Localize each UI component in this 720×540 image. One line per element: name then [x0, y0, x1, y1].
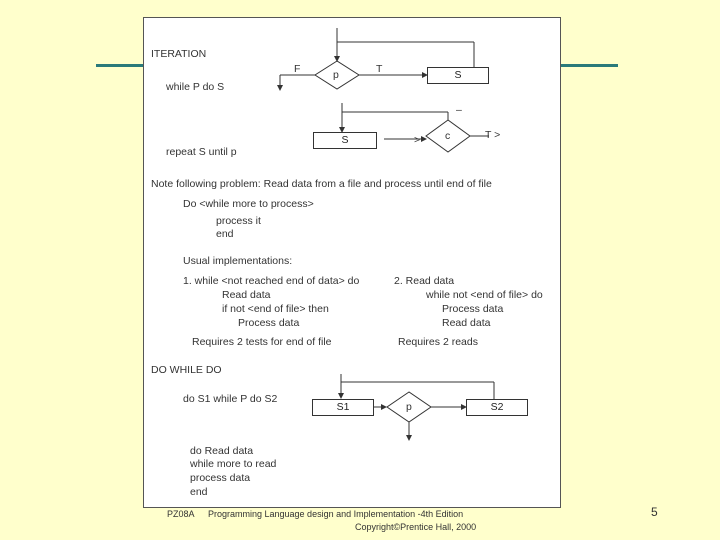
impl1-line-1: 1. while <not reached end of data> do	[183, 275, 360, 287]
impl2-line-4: Read data	[442, 317, 491, 329]
footer-title: Programming Language design and Implementation -4th Edition	[208, 509, 464, 519]
repeat-syntax: repeat S until p	[166, 146, 237, 158]
do-line-3: end	[216, 228, 234, 240]
title-rule-left	[96, 64, 144, 67]
usual-impl: Usual implementations:	[183, 255, 293, 267]
while-syntax: while P do S	[166, 81, 225, 93]
do-line-2: process it	[216, 215, 261, 227]
problem-note: Note following problem: Read data from a file and process until end of file	[151, 178, 492, 190]
impl1-line-2: Read data	[222, 289, 271, 301]
impl1-line-5: Requires 2 tests for end of file	[192, 336, 332, 348]
do-while-heading: DO WHILE DO	[151, 364, 222, 376]
do-while-syntax: do S1 while P do S2	[183, 393, 278, 405]
impl2-line-1: 2. Read data	[394, 275, 455, 287]
do-while-s1-box: S1	[312, 399, 374, 416]
example-line-4: end	[190, 486, 208, 498]
while-body-box: S	[427, 67, 489, 84]
page-number: 5	[651, 505, 658, 519]
figure-panel	[143, 17, 561, 508]
impl1-line-4: Process data	[238, 317, 300, 329]
impl2-line-2: while not <end of file> do	[426, 289, 543, 301]
title-rule-right	[560, 64, 618, 67]
do-while-cond-label: p	[406, 401, 412, 413]
while-true-label: T	[376, 63, 383, 75]
while-false-label: F	[294, 63, 301, 75]
impl2-line-3: Process data	[442, 303, 504, 315]
example-line-1: do Read data	[190, 445, 254, 457]
while-cond-label: p	[333, 69, 339, 81]
repeat-cond-label: c	[445, 130, 451, 142]
do-line-1: Do <while more to process>	[183, 198, 314, 210]
example-line-3: process data	[190, 472, 251, 484]
impl2-line-5: Requires 2 reads	[398, 336, 478, 348]
footer-copyright: Copyright©Prentice Hall, 2000	[355, 522, 477, 532]
do-while-s2-box: S2	[466, 399, 528, 416]
repeat-body-box: S	[313, 132, 377, 149]
example-line-2: while more to read	[190, 458, 277, 470]
repeat-true-label: T >	[485, 129, 501, 141]
repeat-arrow-in: >	[414, 134, 421, 146]
impl1-line-3: if not <end of file> then	[222, 303, 329, 315]
repeat-dash-label: –	[456, 104, 462, 116]
footer-code: PZ08A	[167, 509, 195, 519]
iteration-heading: ITERATION	[151, 48, 207, 60]
